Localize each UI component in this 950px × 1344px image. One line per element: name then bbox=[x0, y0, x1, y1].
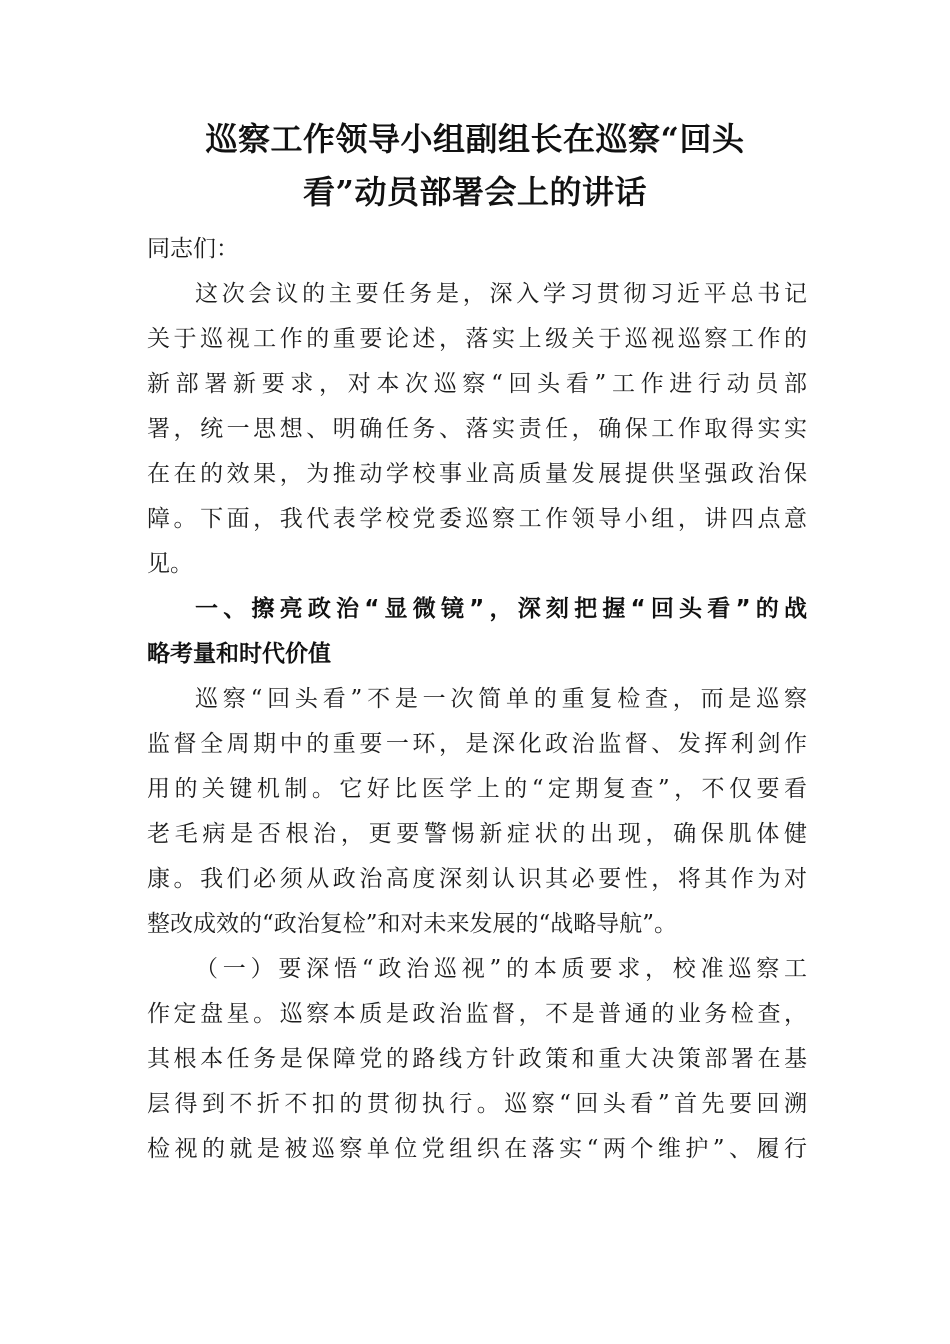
section-heading-line: 一、擦亮政治“显微镜”，深刻把握“回头看”的战 bbox=[195, 596, 807, 622]
paragraph-line: 见。 bbox=[147, 551, 193, 577]
paragraph-line: 关于巡视工作的重要论述，落实上级关于巡视巡察工作的 bbox=[147, 326, 807, 352]
paragraph-line: 检视的就是被巡察单位党组织在落实“两个维护”、履行 bbox=[147, 1136, 807, 1162]
paragraph-line: 在在的效果，为推动学校事业高质量发展提供坚强政治保 bbox=[147, 461, 807, 487]
document-title bbox=[140, 113, 810, 219]
title-line: 看”动员部署会上的讲话 bbox=[303, 173, 647, 211]
paragraph-line: 作定盘星。巡察本质是政治监督，不是普通的业务检查， bbox=[147, 1001, 807, 1027]
document-body bbox=[147, 227, 807, 1172]
section-heading-line: 略考量和时代价值 bbox=[147, 641, 331, 667]
paragraph-line: 巡察“回头看”不是一次简单的重复检查，而是巡察 bbox=[195, 686, 807, 712]
paragraph-line: 障。下面，我代表学校党委巡察工作领导小组，讲四点意 bbox=[147, 506, 807, 532]
paragraph-line: 其根本任务是保障党的路线方针政策和重大决策部署在基 bbox=[147, 1046, 807, 1072]
paragraph-line: 署，统一思想、明确任务、落实责任，确保工作取得实实 bbox=[147, 416, 807, 442]
paragraph-line: （一）要深悟“政治巡视”的本质要求，校准巡察工 bbox=[195, 956, 807, 982]
paragraph-line: 监督全周期中的重要一环，是深化政治监督、发挥利剑作 bbox=[147, 731, 807, 757]
salutation: 同志们： bbox=[147, 236, 239, 262]
paragraph-line: 这次会议的主要任务是，深入学习贯彻习近平总书记 bbox=[195, 281, 807, 307]
paragraph-line: 新部署新要求，对本次巡察“回头看”工作进行动员部 bbox=[147, 371, 807, 397]
paragraph-line: 用的关键机制。它好比医学上的“定期复查”，不仅要看 bbox=[147, 776, 807, 802]
paragraph-line: 老毛病是否根治，更要警惕新症状的出现，确保肌体健 bbox=[147, 821, 807, 847]
paragraph-line: 康。我们必须从政治高度深刻认识其必要性，将其作为对 bbox=[147, 866, 807, 892]
title-line: 巡察工作领导小组副组长在巡察“回头 bbox=[205, 120, 745, 158]
paragraph-line: 层得到不折不扣的贯彻执行。巡察“回头看”首先要回溯 bbox=[147, 1091, 807, 1117]
paragraph-line: 整改成效的“政治复检”和对未来发展的“战略导航”。 bbox=[147, 911, 678, 937]
